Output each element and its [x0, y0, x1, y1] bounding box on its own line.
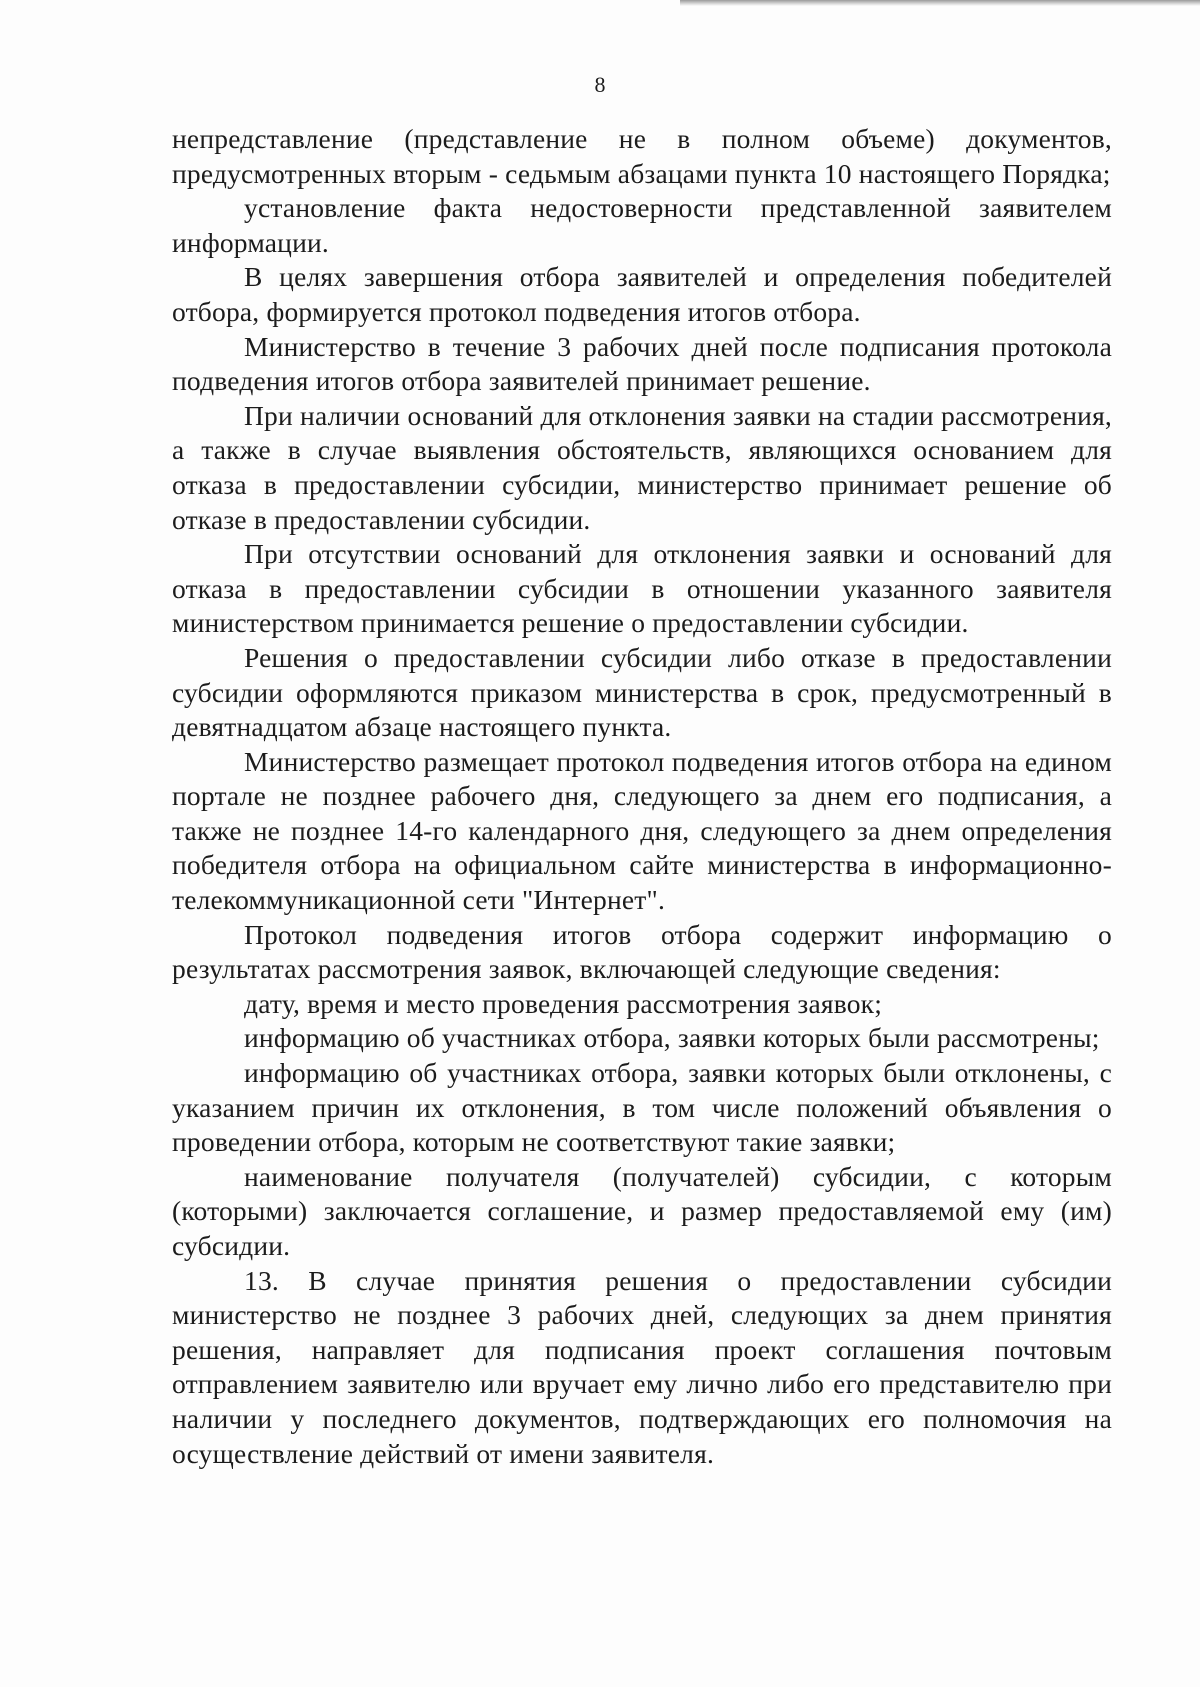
paragraph: Министерство в течение 3 рабочих дней после подписания протокола подведения итогов отбора заявителей принимает решение.: [172, 330, 1112, 397]
paragraph: установление факта недостоверности представленной заявителем информации.: [172, 192, 1112, 258]
document-body: [172, 122, 1112, 1471]
paragraph: непредставление (представление не в полном объеме) документов, предусмотренных вторым - седьмым абзацами пункта 10 настоящего Порядка;: [172, 123, 1112, 189]
paragraph: В целях завершения отбора заявителей и определения победителей отбора, формируется протокол подведения итогов отбора.: [172, 261, 1112, 327]
list-item: информацию об участниках отбора, заявки которых были отклонены, с указанием причин их отклонения, в том числе положений объявления о проведении отбора, которым не соответствуют такие заявки;: [172, 1057, 1112, 1158]
list-item: информацию об участниках отбора, заявки которых были рассмотрены;: [244, 1022, 1100, 1054]
numbered-clause-13: 13. В случае принятия решения о предоставлении субсидии министерство не позднее 3 рабочих дней, следующих за днем принятия решения, направляет для подписания проект соглашения почтовым отправлением заявителю или вручает ему лично либо его представителю при наличии у последнего документов, подтверждающих его полномочия на осуществление действий от имени заявителя.: [172, 1264, 1112, 1469]
list-item: дату, время и место проведения рассмотрения заявок;: [244, 987, 883, 1019]
paragraph: Решения о предоставлении субсидии либо отказе в предоставлении субсидии оформляются приказом министерства в срок, предусмотренный в девятнадцатом абзаце настоящего пункта.: [172, 641, 1112, 743]
paragraph: Протокол подведения итогов отбора содержит информацию о результатах рассмотрения заявок, включающей следующие сведения:: [172, 918, 1112, 985]
list-item: наименование получателя (получателей) субсидии, с которым (которыми) заключается соглашение, и размер предоставляемой ему (им) субсидии.: [172, 1160, 1112, 1261]
paragraph: При отсутствии оснований для отклонения заявки и оснований для отказа в предоставлении субсидии в отношении указанного заявителя министерством принимается решение о предоставлении субсидии.: [172, 538, 1112, 639]
paragraph: Министерство размещает протокол подведения итогов отбора на едином портале не позднее рабочего дня, следующего за днем его подписания, а также не позднее 14-го календарного дня, следующего за днем определения победителя отбора на официальном сайте министерства в информационно-телекоммуникационной сети "Интернет".: [172, 745, 1112, 916]
scan-edge-shadow: [680, 0, 1200, 6]
paragraph: При наличии оснований для отклонения заявки на стадии рассмотрения, а также в случае выявления обстоятельств, являющихся основанием для отказа в предоставлении субсидии, министерство принимает решение об отказе в предоставлении субсидии.: [172, 399, 1112, 535]
page-number: 8: [594, 72, 606, 97]
